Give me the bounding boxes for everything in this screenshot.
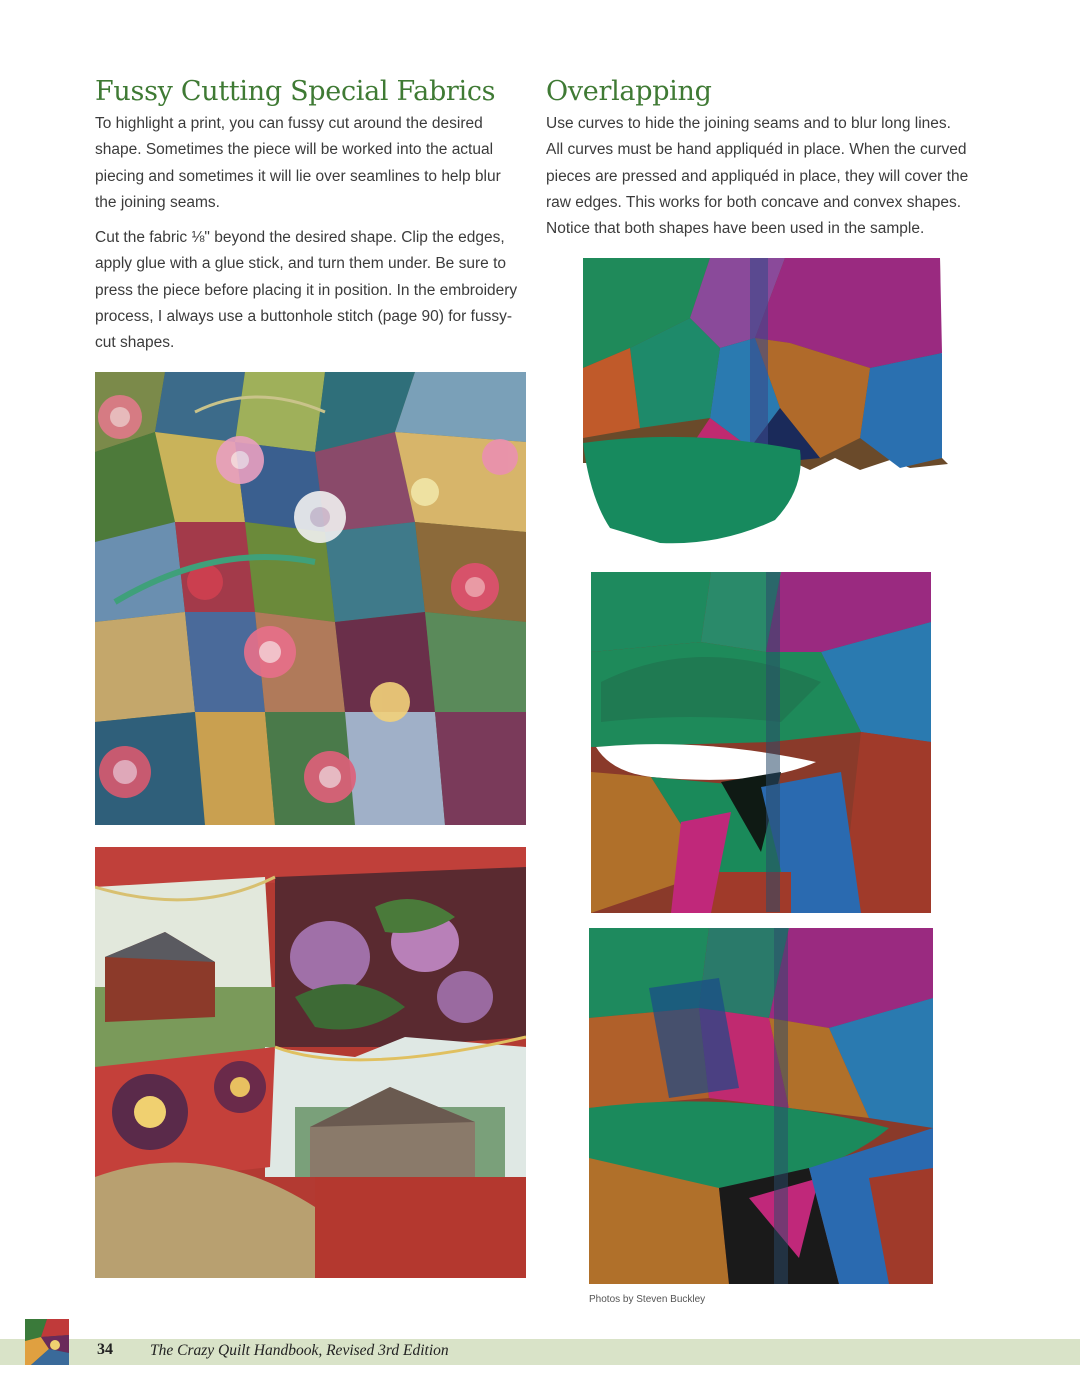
- photo-credit: Photos by Steven Buckley: [589, 1294, 706, 1305]
- text-line: process, I always use a buttonhole stitch (page 90) for fussy-: [95, 307, 512, 325]
- text-line: the joining seams.: [95, 193, 220, 211]
- text-line: Cut the fabric ⅛" beyond the desired shape. Clip the edges,: [95, 229, 505, 246]
- text-line: Notice that both shapes have been used in the sample.: [546, 220, 925, 238]
- overlapping-sample-cutout-photo: [570, 258, 950, 546]
- quilt-thumbnail: [25, 1319, 69, 1365]
- fussy-cutting-paragraph-1: [95, 111, 501, 216]
- overlapping-heading: Overlapping: [546, 76, 712, 107]
- text-line: apply glue with a glue stick, and turn them under. Be sure to: [95, 255, 506, 273]
- text-line: cut shapes.: [95, 334, 175, 352]
- text-line: pieces are pressed and appliquéd in place, they will cover the: [546, 167, 969, 185]
- text-line: piecing and sometimes it will lie over seamlines to help blur: [95, 167, 501, 185]
- text-line: shape. Sometimes the piece will be worked into the actual: [95, 141, 494, 159]
- overlapping-sample-gap-photo: [591, 572, 931, 913]
- text-line: raw edges. This works for both concave and convex shapes.: [546, 193, 961, 211]
- overlapping-paragraph: [546, 111, 968, 242]
- text-line: To highlight a print, you can fussy cut around the desired: [95, 115, 483, 132]
- fussy-cutting-heading: Fussy Cutting Special Fabrics: [95, 76, 496, 107]
- text-line: Use curves to hide the joining seams and to blur long lines.: [546, 115, 951, 132]
- text-line: All curves must be hand appliquéd in place. When the curved: [546, 141, 967, 159]
- page-number: 34: [97, 1341, 113, 1358]
- book-title: The Crazy Quilt Handbook, Revised 3rd Edition: [150, 1342, 449, 1359]
- text-line: press the piece before placing it in position. In the embroidery: [95, 281, 518, 299]
- overlapping-sample-finished-photo: [589, 928, 933, 1284]
- landscape-crazy-quilt-photo: [95, 847, 526, 1278]
- fussy-cutting-paragraph-2: [95, 225, 517, 356]
- floral-crazy-quilt-photo: [95, 372, 526, 825]
